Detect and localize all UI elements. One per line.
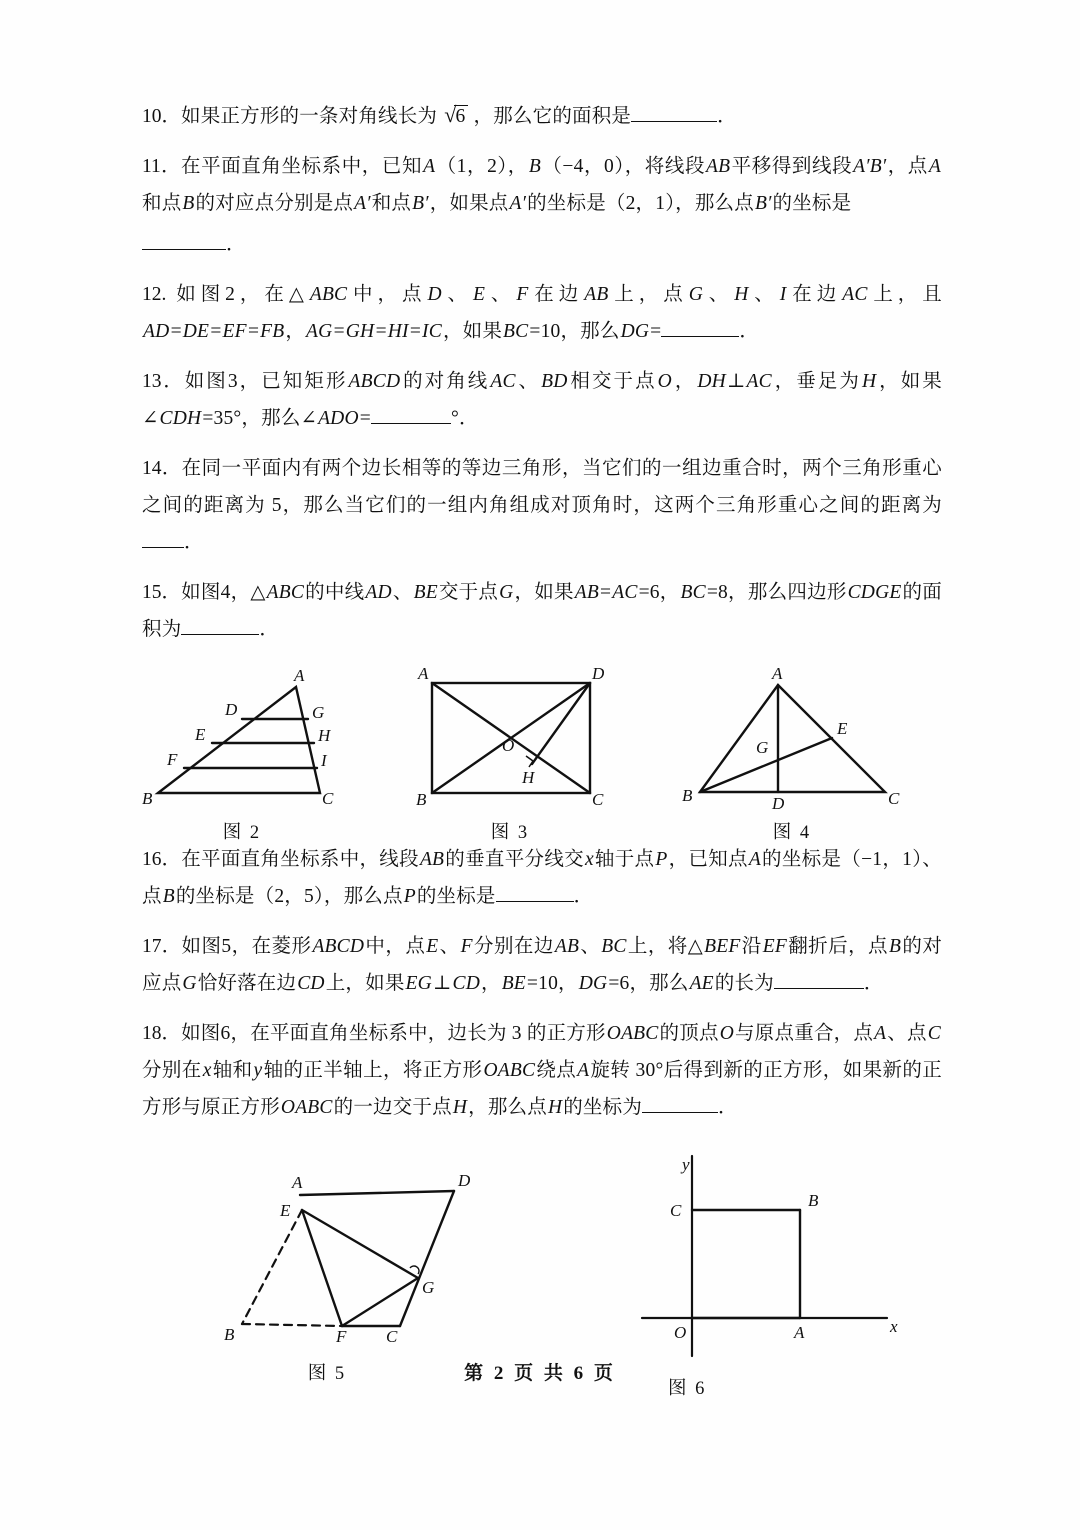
figure-3-caption: 图 3 (490, 823, 530, 843)
fig2-label-E: E (195, 725, 206, 744)
figure-3-drawing (410, 661, 650, 811)
fig5-label-F: F (336, 1327, 347, 1346)
figure-6-drawing (632, 1148, 932, 1363)
fig5-label-A: A (292, 1173, 303, 1192)
fig5-label-E: E (280, 1201, 291, 1220)
fig2-label-A: A (294, 666, 305, 685)
answer-blank-11[interactable] (142, 230, 226, 250)
fig4-label-D: D (772, 794, 785, 811)
fig6-label-O: O (674, 1323, 687, 1342)
fig3-label-O: O (502, 736, 515, 755)
fig2-label-B: B (142, 789, 153, 808)
question-10-number: 10． (142, 106, 182, 127)
fig3-label-B: B (416, 790, 427, 809)
questions-container (142, 96, 943, 1399)
page-footer: 第 2 页 共 6 页 (464, 1363, 616, 1384)
figure-2 (142, 661, 382, 844)
answer-blank-14[interactable] (142, 528, 184, 548)
figure-2-drawing (142, 661, 382, 811)
question-12: 12. 如图2，在△ABC中，点D、E、F在边AB上，点G、H、I在边AC上，且AD=DE=EF=FB，AG=GH=HI=IC，如果BC=10，那么DG= ． (142, 284, 942, 342)
fig6-label-A: A (794, 1323, 805, 1342)
question-13-number: 13． (142, 371, 185, 392)
fig4-label-E: E (837, 719, 848, 738)
figure-row-top (142, 661, 942, 843)
figure-4 (682, 661, 942, 844)
answer-blank-10[interactable] (631, 102, 717, 122)
question-16-number: 16． (142, 849, 182, 870)
figure-6-caption: 图 6 (668, 1379, 707, 1399)
question-10: 10．如果正方形的一条对角线长为 √6 ，那么它的面积是 ． (142, 96, 942, 135)
figure-4-caption: 图 4 (772, 823, 812, 843)
fig6-label-x: x (890, 1317, 898, 1336)
answer-blank-12[interactable] (661, 317, 739, 337)
figure-5-caption: 图 5 (307, 1364, 347, 1384)
fig4-label-G: G (756, 738, 769, 757)
fig6-label-y: y (682, 1155, 690, 1174)
fig3-label-C: C (592, 790, 604, 809)
answer-blank-18[interactable] (642, 1093, 718, 1113)
question-11-number: 11． (142, 156, 182, 177)
fig4-label-B: B (682, 786, 693, 805)
question-14: 14．在同一平面内有两个边长相等的等边三角形，当它们的一组边重合时，两个三角形重心之间的距离为 5，那么当它们的一组内角组成对顶角时，这两个三角形重心之间的距离为． (142, 458, 942, 553)
question-15-number: 15． (142, 582, 182, 603)
question-17: 17．如图5，在菱形ABCD中，点E、F分别在边AB、BC上，将△BEF沿EF翻折后，点B的对应点G恰好落在边CD上，如果EG⊥CD，BE=10，DG=6，那么AE的长为 ． (142, 936, 943, 994)
fig2-label-G: G (312, 703, 325, 722)
figure-3 (410, 661, 650, 844)
fig3-label-A: A (418, 664, 429, 683)
fig6-label-C: C (670, 1201, 682, 1220)
question-17-number: 17． (142, 936, 182, 957)
question-18: 18．如图6，在平面直角坐标系中，边长为 3 的正方形OABC的顶点O与原点重合，点A、点C分别在x轴和y轴的正半轴上，将正方形OABC绕点A旋转 30°后得到新的正方形，如果新的正方形与原正方形OABC的一边交于点H，那么点H的坐标为 ． (142, 1023, 942, 1118)
fig4-label-C: C (888, 789, 900, 808)
fig5-label-G: G (422, 1278, 435, 1297)
question-13: 13．如图3，已知矩形ABCD的对角线AC、BD相交于点O，DH⊥AC，垂足为H，如果∠CDH=35°，那么∠ADO= °． (142, 371, 942, 429)
fig2-label-F: F (167, 750, 178, 769)
answer-blank-17[interactable] (774, 969, 864, 989)
fig2-label-I: I (321, 751, 327, 770)
fig3-label-H: H (522, 768, 535, 787)
question-12-number: 12. (142, 284, 167, 305)
sqrt-6: √6 (442, 96, 468, 135)
fig3-label-D: D (592, 664, 605, 683)
fig2-label-C: C (322, 789, 334, 808)
figure-row-bottom (142, 1144, 942, 1399)
question-14-number: 14． (142, 458, 182, 479)
fig5-label-C: C (386, 1327, 398, 1346)
answer-blank-15[interactable] (181, 615, 259, 635)
question-18-number: 18． (142, 1023, 182, 1044)
figure-5-drawing (202, 1160, 502, 1350)
question-16: 16．在平面直角坐标系中，线段AB的垂直平分线交x轴于点P，已知点A的坐标是（−1，1）、点B的坐标是（2，5），那么点P的坐标是 ． (142, 849, 942, 907)
fig4-label-A: A (772, 664, 783, 683)
fig5-label-D: D (458, 1171, 471, 1190)
figure-4-drawing (682, 661, 942, 811)
fig6-label-B: B (808, 1191, 819, 1210)
fig2-label-D: D (225, 700, 238, 719)
answer-blank-16[interactable] (496, 882, 574, 902)
question-11: 11．在平面直角坐标系中，已知A（1，2），B（−4，0），将线段AB平移得到线段A′B′，点A和点B的对应点分别是点A′和点B′，如果点A′的坐标是（2，1），那么点B′的坐标是 ． (142, 156, 942, 255)
figure-5 (202, 1160, 502, 1385)
fig2-label-H: H (318, 726, 331, 745)
figure-2-caption: 图 2 (222, 823, 262, 843)
fig5-label-B: B (224, 1325, 235, 1344)
question-15: 15．如图4，△ABC的中线AD、BE交于点G，如果AB=AC=6，BC=8，那么四边形CDGE的面积为 ． (142, 582, 942, 640)
answer-blank-13[interactable] (371, 404, 451, 424)
